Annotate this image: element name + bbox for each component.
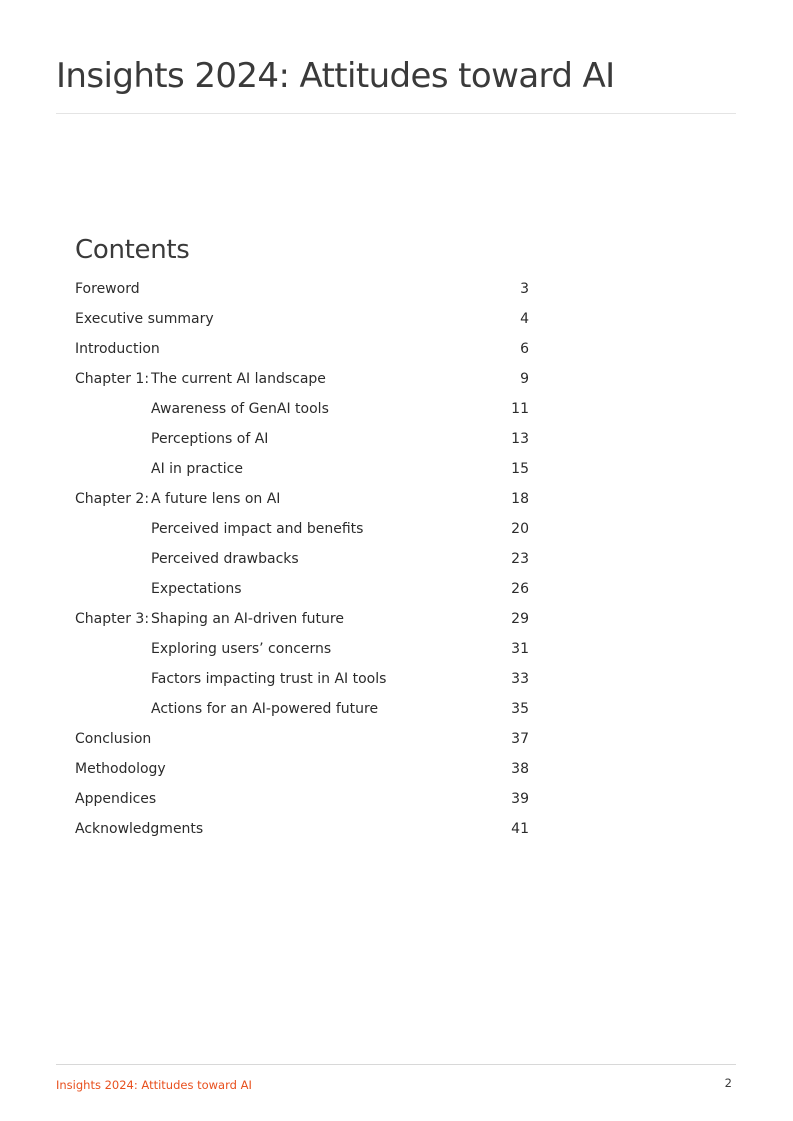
toc-entry[interactable] — [75, 514, 529, 544]
toc-entry[interactable] — [75, 394, 529, 424]
toc-entry[interactable] — [75, 754, 529, 784]
toc-entry[interactable] — [75, 574, 529, 604]
toc-entry-label: Foreword — [75, 281, 140, 297]
toc-entry-label: Executive summary — [75, 311, 214, 327]
toc-page-number: 18 — [511, 491, 529, 507]
toc-entry[interactable] — [75, 814, 529, 844]
toc-page-number: 13 — [511, 431, 529, 447]
toc-page-number: 23 — [511, 551, 529, 567]
toc-page-number: 35 — [511, 701, 529, 717]
toc-entry[interactable] — [75, 634, 529, 664]
toc-page-number: 3 — [520, 281, 529, 297]
toc-page-number: 39 — [511, 791, 529, 807]
toc-entry[interactable] — [75, 694, 529, 724]
toc-entry-label: Acknowledgments — [75, 821, 204, 837]
contents-heading: Contents — [75, 235, 190, 265]
toc-page-number: 9 — [520, 371, 529, 387]
toc-entry[interactable] — [75, 544, 529, 574]
toc-entry[interactable] — [75, 604, 529, 634]
toc-entry[interactable] — [75, 364, 529, 394]
toc-page-number: 11 — [511, 401, 529, 417]
toc-page-number: 6 — [520, 341, 529, 357]
toc-entry-label: The current AI landscape — [151, 371, 326, 387]
toc-entry-label: AI in practice — [151, 461, 243, 477]
toc-entry[interactable] — [75, 784, 529, 814]
toc-entry[interactable] — [75, 334, 529, 364]
title-divider — [56, 113, 736, 114]
toc-entry-label: Perceived impact and benefits — [151, 521, 364, 537]
toc-page-number: 33 — [511, 671, 529, 687]
toc-page-number: 26 — [511, 581, 529, 597]
toc-entry-label: Actions for an AI-powered future — [151, 701, 379, 717]
toc-page-number: 20 — [511, 521, 529, 537]
document-title: Insights 2024: Attitudes toward AI — [56, 56, 615, 96]
toc-entry[interactable] — [75, 454, 529, 484]
toc-page-number: 15 — [511, 461, 529, 477]
toc-entry-label: Awareness of GenAI tools — [151, 401, 329, 417]
toc-entry[interactable] — [75, 274, 529, 304]
toc-entry-label: Shaping an AI-driven future — [151, 611, 344, 627]
toc-entry[interactable] — [75, 664, 529, 694]
footer-divider — [56, 1064, 736, 1065]
toc-page-number: 31 — [511, 641, 529, 657]
toc-entry-label: Conclusion — [75, 731, 152, 747]
toc-entry[interactable] — [75, 304, 529, 334]
toc-entry[interactable] — [75, 484, 529, 514]
toc-entry-label: Introduction — [75, 341, 160, 357]
toc-entry-label: Expectations — [151, 581, 242, 597]
toc-page-number: 29 — [511, 611, 529, 627]
toc-entry[interactable] — [75, 424, 529, 454]
toc-entry-label: Methodology — [75, 761, 166, 777]
toc-entry[interactable] — [75, 724, 529, 754]
toc-entry-label: Factors impacting trust in AI tools — [151, 671, 387, 687]
toc-page-number: 38 — [511, 761, 529, 777]
table-of-contents — [75, 274, 529, 844]
footer-page-number: 2 — [724, 1076, 732, 1090]
toc-page-number: 37 — [511, 731, 529, 747]
toc-chapter-number: Chapter 2: — [75, 491, 150, 507]
toc-entry-label: Appendices — [75, 791, 157, 807]
toc-chapter-number: Chapter 3: — [75, 611, 150, 627]
footer-document-title: Insights 2024: Attitudes toward AI — [56, 1078, 252, 1092]
toc-page-number: 4 — [520, 311, 529, 327]
toc-entry-label: Exploring users’ concerns — [151, 641, 332, 657]
toc-page-number: 41 — [511, 821, 529, 837]
toc-chapter-number: Chapter 1: — [75, 371, 150, 387]
toc-entry-label: Perceived drawbacks — [151, 551, 299, 567]
toc-entry-label: A future lens on AI — [151, 491, 281, 507]
toc-entry-label: Perceptions of AI — [151, 431, 269, 447]
